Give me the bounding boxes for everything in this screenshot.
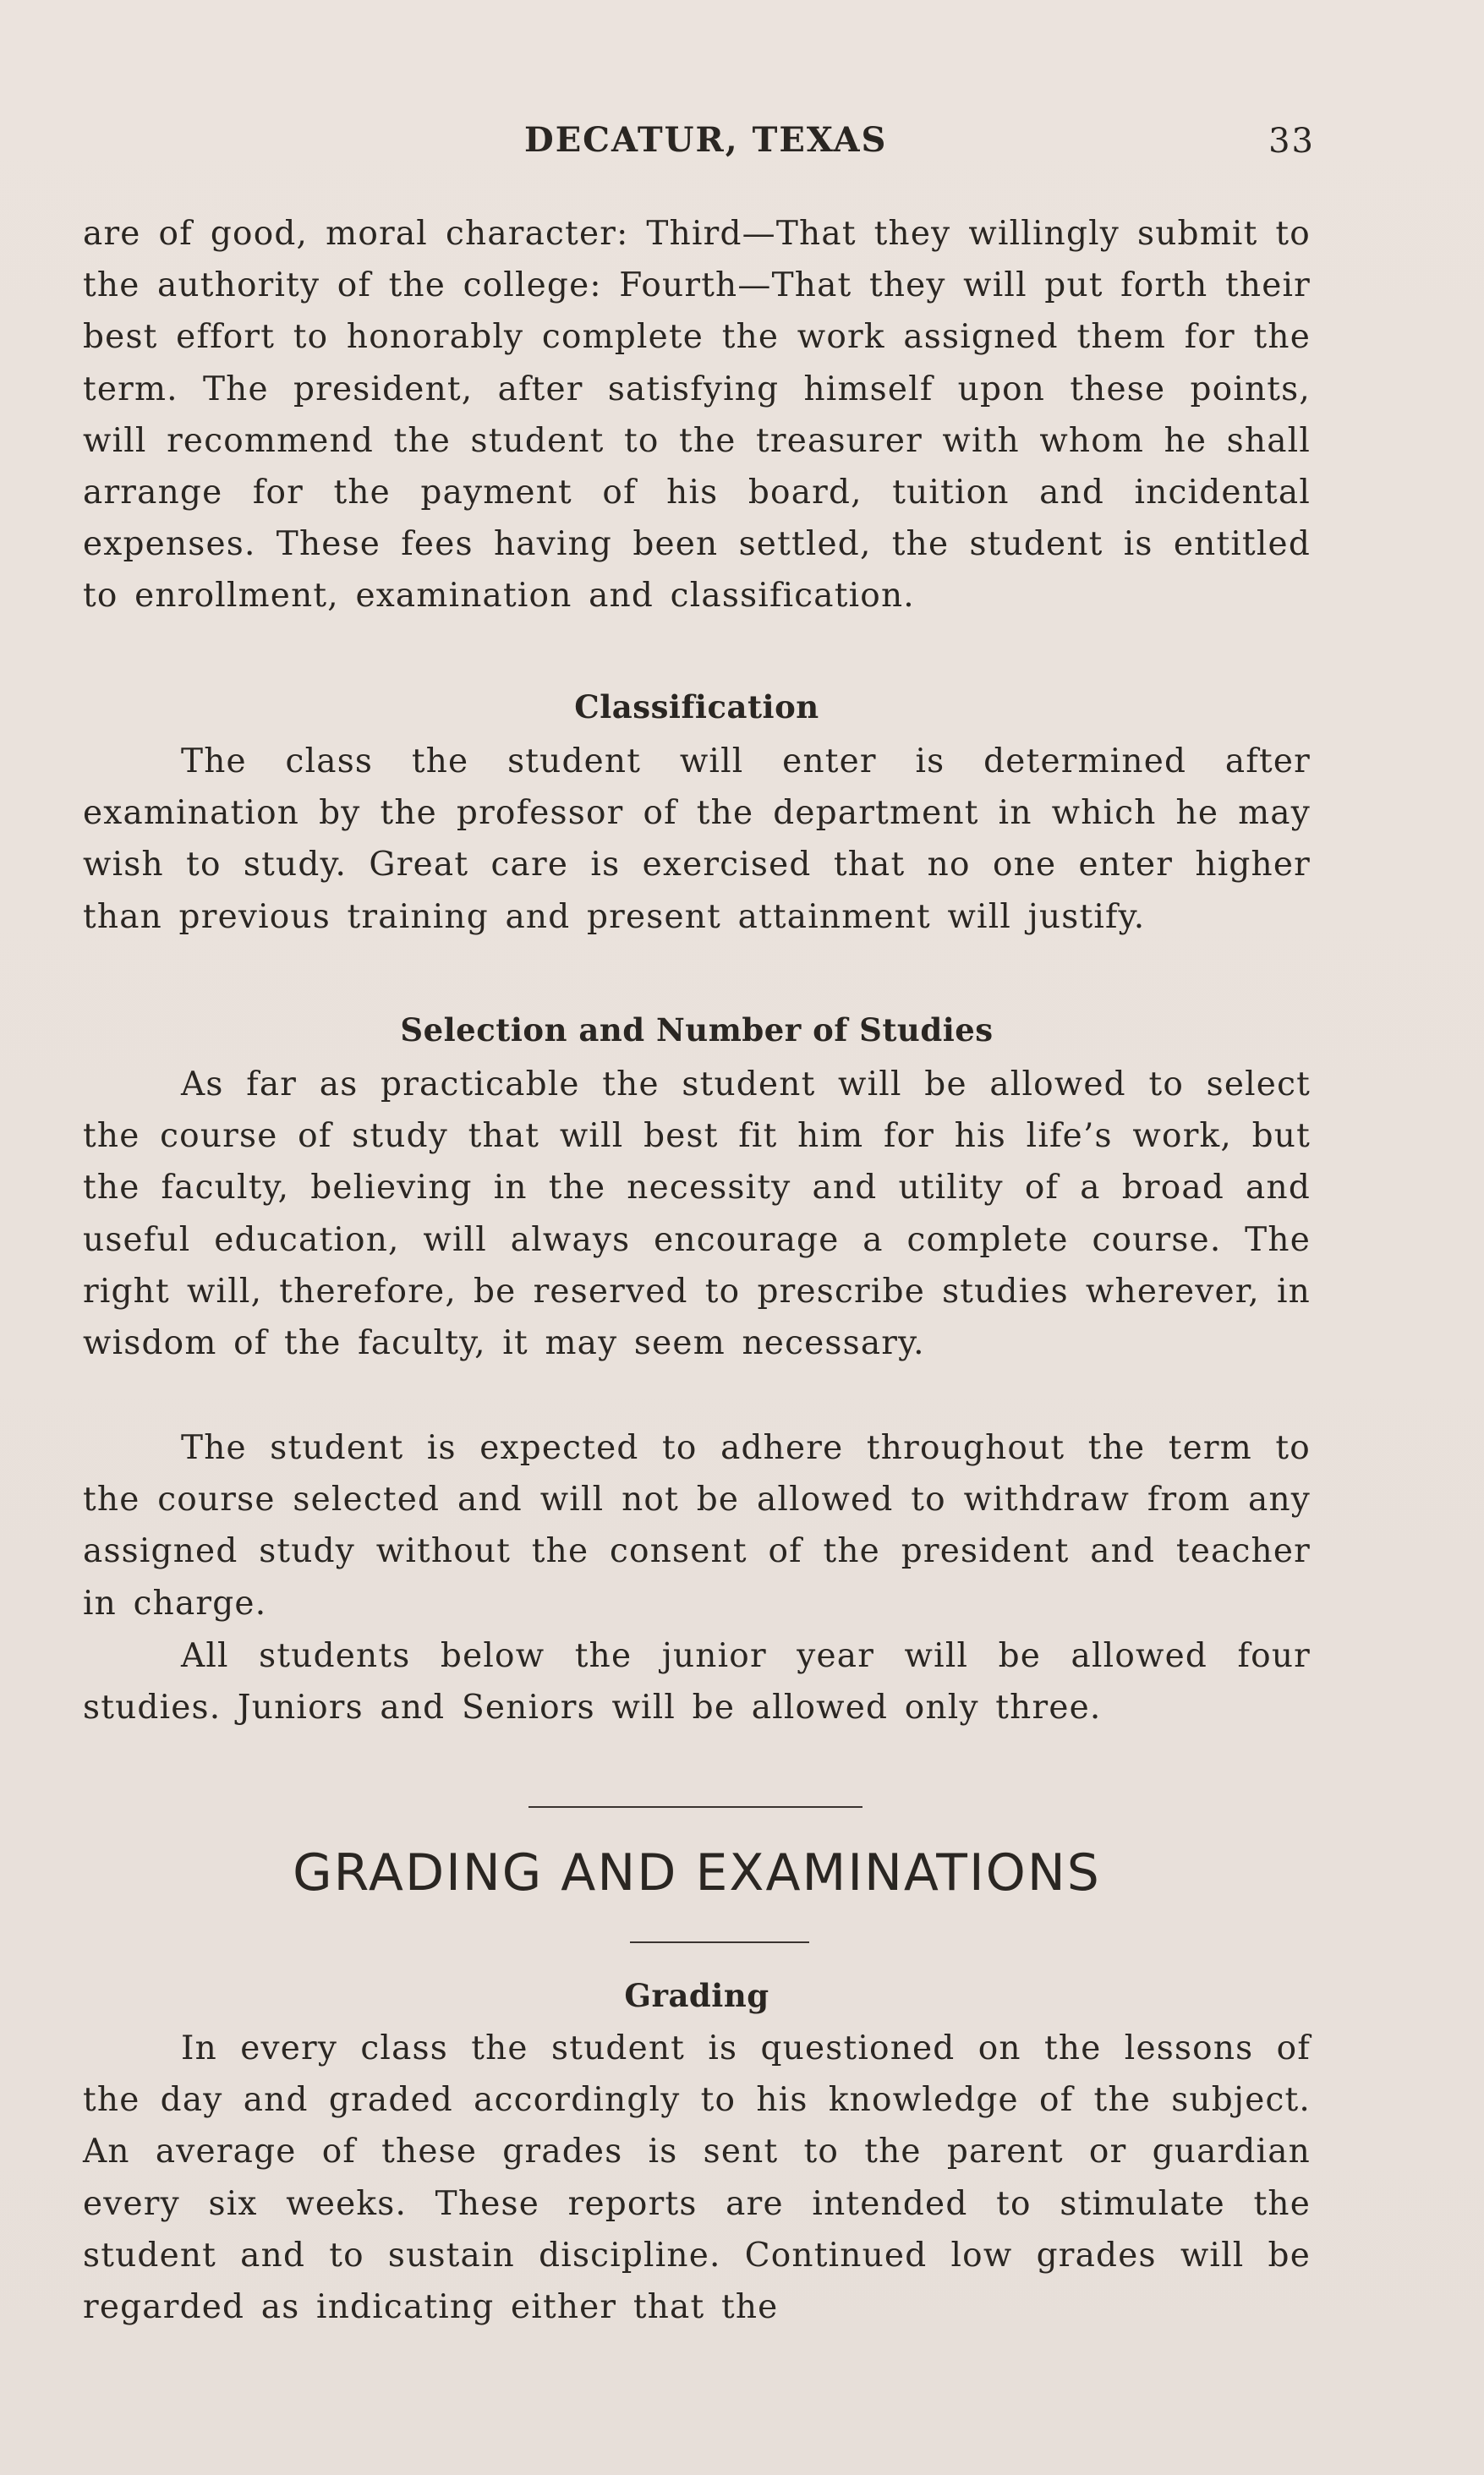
page-number: 33 bbox=[1268, 122, 1315, 161]
classification-heading: Classification bbox=[574, 688, 819, 726]
classification-paragraph: The class the student will enter is determined after examination by the professor of the department in which he may wish to study. Great care is exercised that no one enter higher than previous training and present attainment will justify. bbox=[83, 742, 1311, 936]
selection-heading: Selection and Number of Studies bbox=[400, 1011, 994, 1049]
intro-paragraph: are of good, moral character: Third—That they willingly submit to the authority of the college: Fourth—That they will put forth their best effort to honorably complete the work assigned them for the term. The president, after satisfying himself upon these points, will recommend the student to the treasurer with whom he shall arrange for the payment of his board, tuition and incidental expenses. These fees having been settled, the student is entitled to enrollment, examination and classification. bbox=[83, 215, 1311, 616]
grading-examinations-title: GRADING AND EXAMINATIONS bbox=[293, 1843, 1101, 1903]
running-header-title: DECATUR, TEXAS bbox=[524, 120, 888, 160]
grading-paragraph: In every class the student is questioned on the lessons of the day and graded accordingly to his knowledge of the subject. An average of these grades is sent to the parent or guardian every six weeks. These reports are intended to stimulate the student and to sustain discipline. Continued low grades will be regarded as indicating either that the bbox=[83, 2029, 1311, 2327]
grading-heading: Grading bbox=[624, 1977, 769, 2014]
selection-paragraph-3: All students below the junior year will be allowed four studies. Juniors and Seniors will be allowed only three. bbox=[83, 1637, 1311, 1728]
selection-paragraph-2: The student is expected to adhere throughout the term to the course selected and will not be allowed to withdraw from any assigned study without the consent of the president and teacher in charge. bbox=[83, 1429, 1311, 1623]
selection-paragraph-1: As far as practicable the student will be allowed to select the course of study that will best fit him for his life’s work, but the faculty, believing in the necessity and utility of a broad and useful education, will always encourage a complete course. The right will, therefore, be reserved to prescribe studies wherever, in wisdom of the faculty, it may seem necessary. bbox=[83, 1065, 1311, 1363]
section-divider-rule bbox=[528, 1806, 862, 1808]
title-underline-rule bbox=[630, 1941, 809, 1943]
